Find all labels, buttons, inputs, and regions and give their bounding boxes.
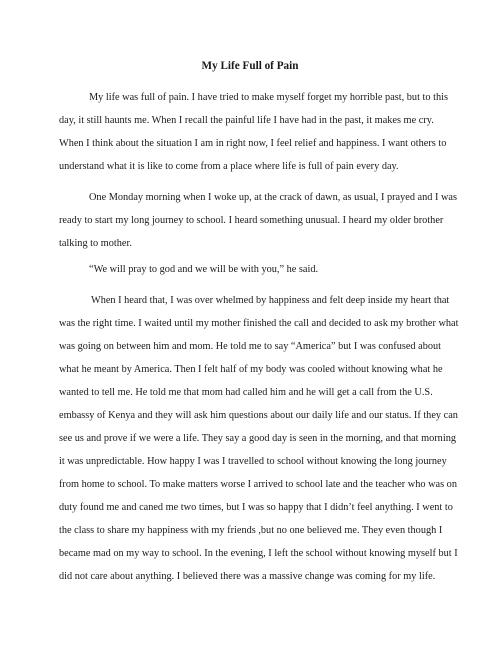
paragraph-4-line-4: what he meant by America. Then I felt half of my body was cooled without knowing what he: [59, 364, 443, 375]
paragraph-4-line-12: became mad on my way to school. In the evening, I left the school without knowing myself but I: [59, 548, 458, 559]
paragraph-4-line-11: the class to share my happiness with my friends ,but no one believed me. They even though I: [59, 525, 443, 536]
paragraph-3-quote: “We will pray to god and we will be with you,” he said.: [89, 264, 319, 275]
paragraph-2-line-2: ready to start my long journey to school. I heard something unusual. I heard my older brother: [59, 215, 444, 226]
paragraph-4-line-8: it was unpredictable. How happy I was I travelled to school without knowing the long journey: [59, 456, 447, 467]
paragraph-4-line-7: see us and prove if we were a life. They say a good day is seen in the morning, and that morning: [59, 433, 456, 444]
paragraph-2-line-1: One Monday morning when I woke up, at the crack of dawn, as usual, I prayed and I was: [89, 192, 458, 203]
paragraph-1-line-2: day, it still haunts me. When I recall the painful life I have had in the past, it makes me cry.: [59, 115, 434, 126]
paragraph-4-line-3: was going on between him and mom. He told me to say “America” but I was confused about: [59, 341, 442, 352]
paragraph-4-line-2: was the right time. I waited until my mother finished the call and decided to ask my brother what: [59, 318, 459, 329]
paragraph-1-line-3: When I think about the situation I am in right now, I feel relief and happiness. I want others to: [59, 138, 447, 149]
paragraph-2-line-3: talking to mother.: [59, 238, 132, 249]
paragraph-4-line-6: embassy of Kenya and they will ask him questions about our daily life and our status. If they can: [59, 410, 458, 421]
paragraph-4-line-5: wanted to tell me. He told me that mom had called him and he will get a call from the U.S.: [59, 387, 433, 398]
paragraph-4-line-9: from home to school. To make matters worse I arrived to school late and the teacher who was on: [59, 479, 457, 490]
paragraph-1-line-1: My life was full of pain. I have tried to make myself forget my horrible past, but to this: [89, 92, 448, 103]
paragraph-4-line-10: duty found me and caned me two times, but I was so happy that I didn’t feel anything. I went to: [59, 502, 453, 513]
paragraph-4-line-1: When I heard that, I was over whelmed by happiness and felt deep inside my heart that: [91, 295, 450, 306]
document-title: My Life Full of Pain: [201, 60, 299, 72]
paragraph-1-line-4: understand what it is like to come from a place where life is full of pain every day.: [59, 161, 399, 172]
paragraph-4-line-13: did not care about anything. I believed there was a massive change was coming for my life.: [59, 571, 436, 582]
